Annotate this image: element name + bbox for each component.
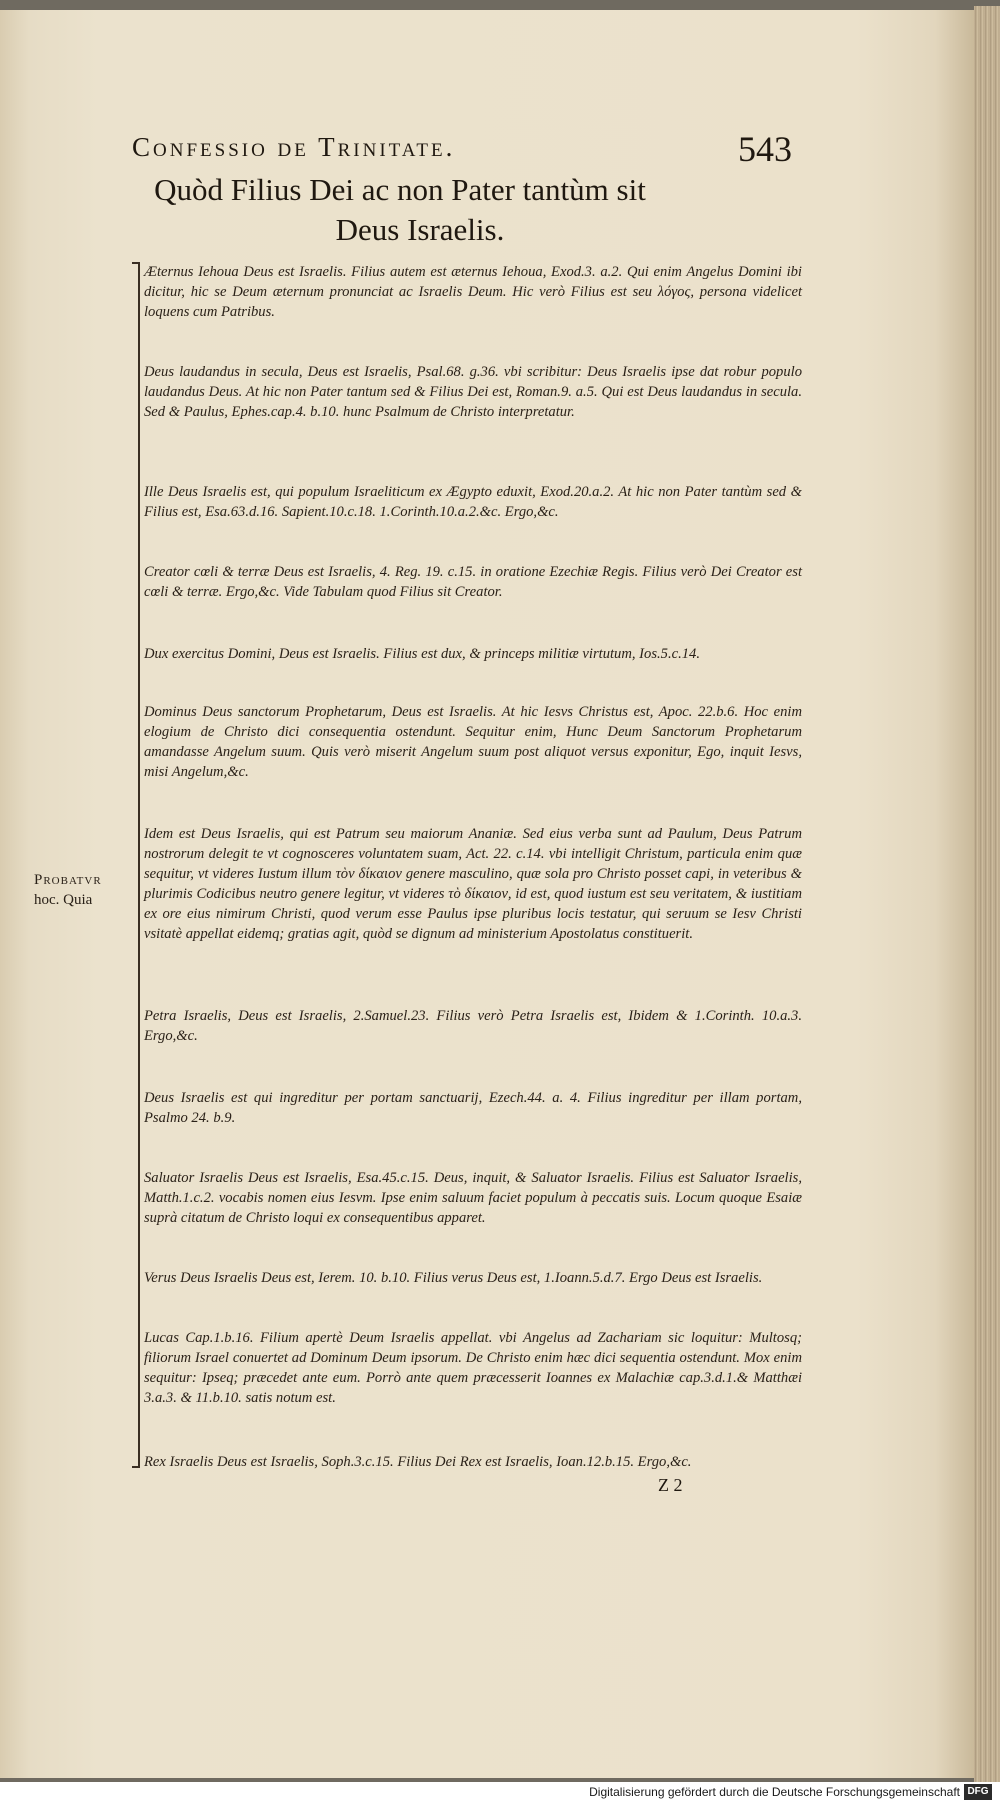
running-title: Confessio de Trinitate. [132, 132, 456, 162]
entry-text: Saluator Israelis Deus est Israelis, Esa.45.c.15. Deus, inquit, & Saluator Israelis. Filius est Saluator Israelis, Matth.1.c.2. vocabis nomen eius Iesvm. Ipse enim saluum faciet populum à peccatis suis. Locum quoque Esaiæ suprà citatum de Christo loqui ex consequentibus apparet. [144, 1170, 802, 1226]
entry-text: Deus Israelis est qui ingreditur per portam sanctuarij, Ezech.44. a. 4. Filius ingreditur per illam portam, Psalmo 24. b.9. [144, 1090, 802, 1126]
margin-note-line: hoc. Quia [34, 892, 93, 908]
entry [144, 482, 802, 522]
brace-tick [132, 1466, 140, 1468]
entry-text: Æternus Iehoua Deus est Israelis. Filius autem est æternus Iehoua, Exod.3. a.2. Qui enim Angelus Domini ibi dicitur, hic se Deum æternum pronunciat ac Israelis Deum. Hic verò Filius est seu λόγος, persona videlicet loquens cum Patribus. [144, 264, 802, 320]
brace-tick [132, 262, 140, 264]
section-heading [120, 170, 680, 250]
entry-text: Petra Israelis, Deus est Israelis, 2.Samuel.23. Filius verò Petra Israelis est, Ibidem & 1.Corinth. 10.a.3. Ergo,&c. [144, 1008, 802, 1044]
footer-credit: Digitalisierung gefördert durch die Deutsche Forschungsgemeinschaft [589, 1785, 960, 1799]
page-number: 543 [738, 129, 792, 169]
page-edges [974, 6, 1000, 1782]
entry [144, 362, 802, 422]
entry-text: Ille Deus Israelis est, qui populum Israeliticum ex Ægypto eduxit, Exod.20.a.2. At hic non Pater tantùm sed & Filius est, Esa.63.d.16. Sapient.10.c.18. 1.Corinth.10.a.2.&c. Ergo,&c. [144, 484, 802, 520]
margin-note [34, 870, 138, 910]
running-head [132, 128, 792, 172]
heading-line-1: Quòd Filius Dei ac non Pater tantùm sit [154, 172, 646, 207]
entry-text: Deus laudandus in secula, Deus est Israelis, Psal.68. g.36. vbi scribitur: Deus Israelis ipse dat robur populo laudandus Deus. At hic non Pater tantum sed & Filius Dei est, Roman.9. a.5. Qui est Deus laudandus in secula. Sed & Paulus, Ephes.cap.4. b.10. hunc Psalmum de Christo interpretatur. [144, 364, 802, 420]
entry [144, 1452, 802, 1472]
entry-text: Creator cœli & terræ Deus est Israelis, 4. Reg. 19. c.15. in oratione Ezechiæ Regis. Filius verò Dei Creator est cœli & terræ. Ergo,&c. Vide Tabulam quod Filius sit Creator. [144, 564, 802, 600]
entry-text: Idem est Deus Israelis, qui est Patrum seu maiorum Ananiæ. Sed eius verba sunt ad Paulum, Deus Patrum nostrorum delegit te vt cognosceres voluntatem suam, Act. 22. c.14. vbi intelligit Christum, particula enim quæ sequitur, vt videres Iustum illum τὸν δίκαιον genere masculino, quæ sola pro Christo posset capi, in veteribus & plurimis Codicibus neutro genere legitur, vt videres τὸ δίκαιον, id est, quod iustum est seu veritatem, & iustitiam ex ore eius nimirum Christi, quod verum esse Paulus ipse pluribus locis testatur, qui seruum se Iesv Christi vsitatè appellat eidemq; gratias agit, quòd se dignum ad ministerium Apostolatus constituerit. [144, 826, 802, 942]
margin-note-line: Probatvr [34, 872, 102, 888]
entry-text: Lucas Cap.1.b.16. Filium apertè Deum Israelis appellat. vbi Angelus ad Zachariam sic loquitur: Multosq; filiorum Israel conuertet ad Dominum Deum ipsorum. De Christo enim hæc dici sequentia ostendunt. Mox enim sequitur: Ipseq; præcedet ante eum. Porrò ante quem præcesserit Ioannes ex Malachiæ cap.3.d.1.& Matthæi 3.a.3. & 11.b.10. satis notum est. [144, 1330, 802, 1406]
heading-line-2: Deus Israelis. [335, 212, 505, 247]
footer-bar [0, 1782, 1000, 1803]
entry-text: Dux exercitus Domini, Deus est Israelis. Filius est dux, & princeps militiæ virtutum, Ios.5.c.14. [144, 646, 700, 662]
entry [144, 1006, 802, 1046]
dfg-logo-icon: DFG [964, 1784, 992, 1800]
entry [144, 1088, 802, 1128]
entry-text: Dominus Deus sanctorum Prophetarum, Deus est Israelis. At hic Iesvs Christus est, Apoc. 22.b.6. Hoc enim elogium de Christo dici consequentia ostendunt. Sequitur enim, Hunc Deum Sanctorum Prophetarum amandasse Angelum suum. Quis verò miserit Angelum suum post aliquot versus exponitur, Ego, inquit Iesvs, misi Angelum,&c. [144, 704, 802, 780]
entry [144, 702, 802, 782]
entry-text: Rex Israelis Deus est Israelis, Soph.3.c.15. Filius Dei Rex est Israelis, Ioan.12.b.15. Ergo,&c. [144, 1454, 692, 1470]
entry [144, 824, 802, 944]
signature-mark: Z 2 [658, 1475, 683, 1495]
entry [144, 1168, 802, 1228]
entry [144, 562, 802, 602]
entry-text: Verus Deus Israelis Deus est, Ierem. 10. b.10. Filius verus Deus est, 1.Ioann.5.d.7. Ergo Deus est Israelis. [144, 1270, 763, 1286]
entry [144, 644, 802, 664]
entry [144, 1268, 802, 1288]
entry [144, 262, 802, 322]
entry [144, 1328, 802, 1408]
